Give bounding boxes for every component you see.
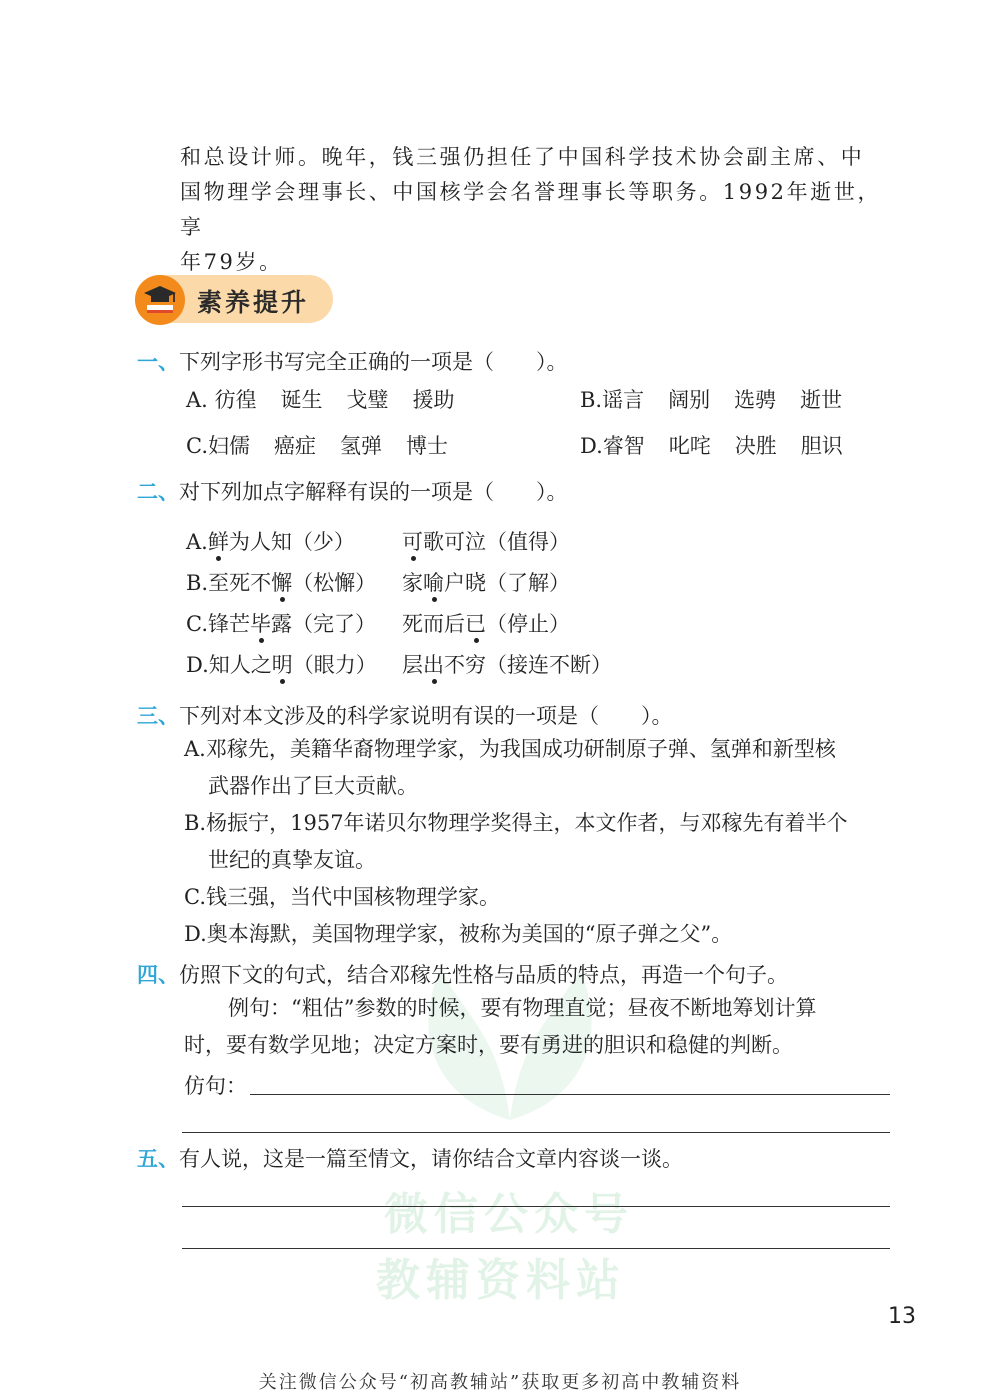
option-label: B. <box>184 811 207 835</box>
answer-line[interactable] <box>182 1206 890 1207</box>
option-word: 诞生 <box>280 388 323 412</box>
option-word: 妇儒 <box>208 434 250 458</box>
footer-note: 关注微信公众号“初高教辅站”获取更多初高中教辅资料 <box>258 1372 742 1393</box>
option-label: B. <box>186 571 209 595</box>
option-text: 为人知（少） <box>228 530 355 554</box>
option-word: 阔别 <box>668 388 711 412</box>
option-text: 知人之 <box>208 653 272 677</box>
option-word: 谣言 <box>602 388 645 412</box>
option-word: 选骋 <box>734 388 777 412</box>
q1-option-d <box>580 430 867 460</box>
option-label: C. <box>186 434 208 458</box>
option-word: 氢弹 <box>340 434 382 458</box>
intro-paragraph <box>180 140 892 280</box>
option-text: 世纪的真挚友谊。 <box>208 848 376 872</box>
watermark-text: 微信公众号 <box>384 1189 634 1240</box>
option-word: 逝世 <box>800 388 843 412</box>
option-text: 至死不 <box>208 571 272 595</box>
watermark-text: 教辅资料站 <box>376 1255 626 1306</box>
question-4 <box>137 959 788 989</box>
option-word: 援助 <box>412 388 455 412</box>
q4-example <box>184 990 896 1064</box>
example-text: 例句：“粗估”参数的时候，要有物理直觉；昼夜不断地筹划计算 <box>228 996 817 1020</box>
option-text: 奥本海默，美国物理学家，被称为美国的“原子弹之父”。 <box>206 922 733 946</box>
option-word: 睿智 <box>602 434 645 458</box>
option-word: 胆识 <box>800 434 843 458</box>
answer-label: 仿句： <box>184 1074 247 1098</box>
q1-option-a <box>186 384 479 414</box>
example-text: 时，要有数学见地；决定方案时，要有勇进的胆识和稳健的判断。 <box>184 1033 793 1057</box>
option-label: D. <box>184 922 207 946</box>
option-text: 武器作出了巨大贡献。 <box>208 774 418 798</box>
question-stem: 仿照下文的句式，结合邓稼先性格与品质的特点，再造一个句子。 <box>179 963 788 987</box>
question-stem: 下列字形书写完全正确的一项是（ ）。 <box>179 350 568 374</box>
option-text: 死而后 <box>402 612 465 636</box>
option-text: 锋芒 <box>208 612 250 636</box>
intro-line: 国物理学会理事长、中国核学会名誉理事长等职务。1992年逝世，享 <box>180 180 882 239</box>
option-text: （停止） <box>486 612 570 636</box>
section-title: 素养提升 <box>197 288 310 317</box>
option-label: A. <box>186 388 208 412</box>
question-number: 三、 <box>137 704 179 728</box>
question-number: 二、 <box>137 480 179 504</box>
option-label: A. <box>186 530 208 554</box>
option-label: C. <box>184 885 206 909</box>
question-1 <box>137 346 568 376</box>
option-text: 户晓（了解） <box>444 571 570 595</box>
dotted-char: 明 <box>271 653 293 677</box>
dotted-char: 出 <box>423 653 444 677</box>
q2-option-c <box>186 608 376 638</box>
q1-option-b <box>580 384 866 414</box>
option-word: 叱咤 <box>668 434 711 458</box>
option-word: 戈璧 <box>346 388 389 412</box>
q2-option-b-right <box>402 567 570 597</box>
answer-line[interactable] <box>182 1248 890 1249</box>
option-label: A. <box>184 737 206 761</box>
answer-line[interactable] <box>182 1132 890 1133</box>
q3-option-a <box>184 731 894 805</box>
page-number: 13 <box>888 1304 916 1329</box>
option-word: 癌症 <box>274 434 316 458</box>
option-text: 家 <box>402 571 423 595</box>
option-word: 博士 <box>406 434 448 458</box>
option-text: 杨振宁，1957年诺贝尔物理学奖得主，本文作者，与邓稼先有着半个 <box>206 811 848 835</box>
intro-line: 和总设计师。晚年，钱三强仍担任了中国科学技术协会副主席、中 <box>180 145 865 169</box>
dotted-char: 已 <box>465 612 486 636</box>
option-text: （松懈） <box>292 571 377 595</box>
dotted-char: 喻 <box>423 571 444 595</box>
option-text: 钱三强，当代中国核物理学家。 <box>206 885 500 909</box>
option-label: D. <box>580 434 603 458</box>
question-stem: 下列对本文涉及的科学家说明有误的一项是（ ）。 <box>179 704 673 728</box>
dotted-char: 可 <box>402 530 423 554</box>
option-label: B. <box>580 388 603 412</box>
q2-option-a <box>186 526 355 556</box>
option-word: 决胜 <box>734 434 777 458</box>
dotted-char: 懈 <box>271 571 293 595</box>
option-text: 歌可泣（值得） <box>423 530 570 554</box>
q2-option-c-right <box>402 608 570 638</box>
q2-option-d-right <box>402 649 612 679</box>
section-badge <box>135 275 333 323</box>
q3-option-c <box>184 879 894 916</box>
q2-option-d <box>186 649 377 679</box>
option-text: 层 <box>402 653 423 677</box>
question-number: 一、 <box>137 350 179 374</box>
option-label: D. <box>186 653 209 677</box>
answer-line[interactable] <box>250 1094 890 1095</box>
intro-line: 年79岁。 <box>180 250 283 274</box>
option-text: 不穷（接连不断） <box>444 653 612 677</box>
question-stem: 对下列加点字解释有误的一项是（ ）。 <box>179 480 568 504</box>
q1-option-c <box>186 430 472 460</box>
q3-option-b <box>184 805 894 879</box>
graduation-cap-book-icon <box>135 275 185 325</box>
option-text: 露（完了） <box>271 612 376 636</box>
option-text: （眼力） <box>292 653 377 677</box>
question-number: 四、 <box>137 963 179 987</box>
option-word: 彷徨 <box>214 388 257 412</box>
dotted-char: 鲜 <box>207 530 229 554</box>
option-label: C. <box>186 612 208 636</box>
dotted-char: 毕 <box>250 612 271 636</box>
question-3 <box>137 700 673 730</box>
question-stem: 有人说，这是一篇至情文，请你结合文章内容谈一谈。 <box>179 1147 683 1171</box>
q2-option-b <box>186 567 376 597</box>
question-2 <box>137 476 568 506</box>
q2-option-a-right <box>402 526 570 556</box>
option-text: 邓稼先，美籍华裔物理学家，为我国成功研制原子弹、氢弹和新型核 <box>205 737 836 761</box>
question-5 <box>137 1143 683 1173</box>
question-number: 五、 <box>137 1147 179 1171</box>
